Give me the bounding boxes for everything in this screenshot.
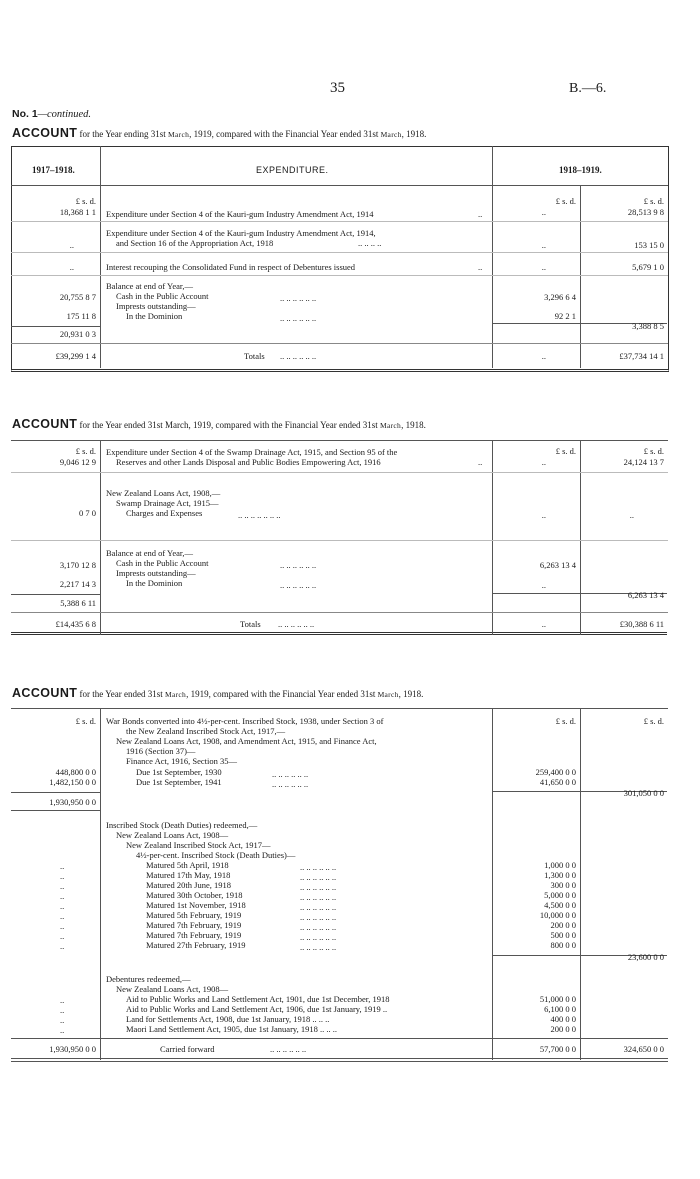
- sub-amount: 57,700 0 0: [539, 1044, 576, 1054]
- entry-description: and Section 16 of the Appropriation Act, 1918: [116, 238, 274, 248]
- entry-heading: 4½-per-cent. Inscribed Stock (Death Duties)—: [136, 850, 296, 860]
- amount-1917-1918: 175 11 8: [66, 311, 96, 321]
- subtotal-1917-1918: 1,930,950 0 0: [49, 797, 96, 807]
- total-1918-1919: £37,734 14 1: [619, 351, 664, 361]
- money-heading: £ s. d.: [75, 446, 96, 456]
- leader-dots: .. .. .. .. .. ..: [300, 882, 337, 892]
- leader-dots: .. .. .. .. .. ..: [280, 351, 317, 361]
- list-item: Maori Land Settlement Act, 1905, due 1st January, 1918 .. .. ..: [126, 1024, 337, 1034]
- leader-dots: .. .. .. .. .. ..: [280, 580, 317, 590]
- amount-1918-1919: 5,679 1 0: [632, 262, 664, 272]
- amount-1918-1919: 153 15 0: [634, 240, 664, 250]
- leader-dots: .. .. .. .. .. ..: [278, 619, 315, 629]
- amount-1917-1918: 3,170 12 8: [59, 560, 96, 570]
- list-item-dots: ..: [60, 891, 65, 901]
- list-item-dots: ..: [60, 1015, 65, 1025]
- sub-amount: 400 0 0: [550, 1014, 576, 1024]
- column-header-1917-1918: 1917–1918.: [32, 165, 75, 175]
- list-item: Matured 1st November, 1918: [146, 900, 246, 910]
- leader-dots: .. .. .. .. .. ..: [300, 862, 337, 872]
- entry-description: Due 1st September, 1941: [136, 777, 222, 787]
- amount-1918-1919: 28,513 9 8: [627, 207, 664, 217]
- sub-amount: ..: [541, 207, 546, 217]
- amount-1918-1919: ..: [629, 510, 634, 520]
- sub-amount: 300 0 0: [550, 880, 576, 890]
- leader-dots: .. .. .. .. .. .. ..: [238, 510, 281, 520]
- leader-dots: ..: [478, 262, 483, 272]
- carried-forward-label: Carried forward: [160, 1044, 215, 1054]
- amount-1917-1918: 1,482,150 0 0: [49, 777, 96, 787]
- list-item-dots: ..: [60, 911, 65, 921]
- list-item-dots: ..: [60, 1005, 65, 1015]
- account-number: No. 1—continued.: [12, 108, 92, 120]
- account-caption-2: ACCOUNT for the Year ended 31st March, 1919, compared with the Financial Year ended 31st March, 1918.: [12, 417, 426, 431]
- list-item: Matured 17th May, 1918: [146, 870, 231, 880]
- entry-heading: New Zealand Inscribed Stock Act, 1917—: [126, 840, 271, 850]
- list-item-dots: ..: [60, 921, 65, 931]
- sub-amount: 200 0 0: [550, 920, 576, 930]
- leader-dots: .. .. .. .. .. ..: [272, 769, 309, 779]
- entry-heading: New Zealand Loans Act, 1908,—: [106, 488, 221, 498]
- column-header-expenditure: EXPENDITURE.: [256, 165, 329, 175]
- entry-heading: Debentures redeemed,—: [106, 974, 191, 984]
- sub-amount: ..: [541, 580, 546, 590]
- total-1918-1919: £30,388 6 11: [619, 619, 664, 629]
- carried-forward-1918-1919: 324,650 0 0: [623, 1044, 664, 1054]
- leader-dots: .. .. .. ..: [358, 238, 382, 248]
- sub-amount: 800 0 0: [550, 940, 576, 950]
- balance-line: In the Dominion: [126, 311, 183, 321]
- money-heading: £ s. d.: [643, 196, 664, 206]
- amount-1918-1919: 23,600 0 0: [627, 952, 664, 962]
- list-item-dots: ..: [60, 871, 65, 881]
- sub-amount: ..: [541, 351, 546, 361]
- list-item: Matured 27th February, 1919: [146, 940, 246, 950]
- list-item: Matured 5th April, 1918: [146, 860, 229, 870]
- entry-heading: 1916 (Section 37)—: [126, 746, 196, 756]
- list-item: Land for Settlements Act, 1908, due 1st January, 1918 .. .. ..: [126, 1014, 330, 1024]
- sub-amount: 259,400 0 0: [535, 767, 576, 777]
- leader-dots: .. .. .. .. .. ..: [280, 560, 317, 570]
- subtotal-1917-1918: 20,931 0 3: [59, 329, 96, 339]
- entry-heading: Finance Act, 1916, Section 35—: [126, 756, 237, 766]
- balance-heading: Balance at end of Year,—: [106, 548, 193, 558]
- total-1917-1918: £14,435 6 8: [55, 619, 96, 629]
- amount-1917-1918: 0 7 0: [79, 508, 96, 518]
- sub-amount: 92 2 1: [554, 311, 576, 321]
- entry-description: Expenditure under Section 4 of the Kauri-gum Industry Amendment Act, 1914,: [106, 228, 376, 238]
- amount-1917-1918: ..: [69, 262, 74, 272]
- leader-dots: .. .. .. .. .. ..: [300, 932, 337, 942]
- sub-amount: 6,263 13 4: [539, 560, 576, 570]
- sub-amount: 5,000 0 0: [544, 890, 576, 900]
- list-item-dots: ..: [60, 941, 65, 951]
- money-heading: £ s. d.: [555, 716, 576, 726]
- list-item: Aid to Public Works and Land Settlement Act, 1901, due 1st December, 1918: [126, 994, 390, 1004]
- totals-label: Totals: [240, 619, 261, 629]
- sub-amount: 1,000 0 0: [544, 860, 576, 870]
- list-item-dots: ..: [60, 995, 65, 1005]
- amount-1917-1918: ..: [69, 240, 74, 250]
- entry-heading: Swamp Drainage Act, 1915—: [116, 498, 219, 508]
- sub-amount: 4,500 0 0: [544, 900, 576, 910]
- balance-line: Cash in the Public Account: [116, 291, 209, 301]
- sub-amount: 3,296 6 4: [544, 292, 576, 302]
- entry-description: Interest recouping the Consolidated Fund in respect of Debentures issued: [106, 262, 356, 272]
- sub-amount: 200 0 0: [550, 1024, 576, 1034]
- entry-heading: New Zealand Loans Act, 1908—: [116, 984, 229, 994]
- entry-description: Expenditure under Section 4 of the Kauri-gum Industry Amendment Act, 1914: [106, 209, 374, 219]
- sub-amount: ..: [541, 240, 546, 250]
- list-item-dots: ..: [60, 881, 65, 891]
- money-heading: £ s. d.: [643, 716, 664, 726]
- balance-heading: Balance at end of Year,—: [106, 281, 193, 291]
- money-heading: £ s. d.: [75, 196, 96, 206]
- list-item: Matured 20th June, 1918: [146, 880, 231, 890]
- leader-dots: .. .. .. .. .. ..: [280, 293, 317, 303]
- list-item-dots: ..: [60, 931, 65, 941]
- sub-amount: ..: [541, 457, 546, 467]
- sub-amount: 51,000 0 0: [539, 994, 576, 1004]
- amount-1917-1918: 2,217 14 3: [59, 579, 96, 589]
- entry-description: Expenditure under Section 4 of the Swamp Drainage Act, 1915, and Section 95 of the: [106, 447, 398, 457]
- money-heading: £ s. d.: [555, 446, 576, 456]
- list-item: Matured 5th February, 1919: [146, 910, 242, 920]
- leader-dots: ..: [478, 209, 483, 219]
- page-number: 35: [330, 80, 345, 96]
- list-item: Matured 7th February, 1919: [146, 930, 242, 940]
- entry-heading: New Zealand Loans Act, 1908—: [116, 830, 229, 840]
- list-item-dots: ..: [60, 901, 65, 911]
- amount-1918-1919: 24,124 13 7: [623, 457, 664, 467]
- leader-dots: .. .. .. .. .. ..: [300, 902, 337, 912]
- entry-heading: Inscribed Stock (Death Duties) redeemed,—: [106, 820, 258, 830]
- account-caption-1: ACCOUNT for the Year ending 31st March, 1919, compared with the Financial Year ended 31st March, 1918.: [12, 126, 427, 140]
- amount-1918-1919: 3,388 8 5: [632, 321, 664, 331]
- subtotal-1917-1918: 5,388 6 11: [60, 598, 96, 608]
- sub-amount: 500 0 0: [550, 930, 576, 940]
- balance-line: Imprests outstanding—: [116, 301, 196, 311]
- entry-heading: New Zealand Loans Act, 1908, and Amendment Act, 1915, and Finance Act,: [116, 736, 377, 746]
- list-item: Matured 30th October, 1918: [146, 890, 243, 900]
- sub-amount: ..: [541, 262, 546, 272]
- carried-forward-1917-1918: 1,930,950 0 0: [49, 1044, 96, 1054]
- sub-amount: 41,650 0 0: [539, 777, 576, 787]
- list-item-dots: ..: [60, 1025, 65, 1035]
- leader-dots: .. .. .. .. .. ..: [280, 313, 317, 323]
- entry-description: Reserves and other Lands Disposal and Public Bodies Empowering Act, 1916: [116, 457, 381, 467]
- sub-amount: ..: [541, 510, 546, 520]
- balance-line: In the Dominion: [126, 578, 183, 588]
- leader-dots: .. .. .. .. .. ..: [300, 892, 337, 902]
- document-reference: B.—6.: [569, 81, 607, 96]
- amount-1918-1919: 6,263 13 4: [627, 590, 664, 600]
- column-header-1918-1919: 1918–1919.: [559, 165, 602, 175]
- sub-amount: 10,000 0 0: [539, 910, 576, 920]
- entry-description: Due 1st September, 1930: [136, 767, 222, 777]
- list-item: Aid to Public Works and Land Settlement Act, 1906, due 1st January, 1919 ..: [126, 1004, 388, 1014]
- list-item: Matured 7th February, 1919: [146, 920, 242, 930]
- leader-dots: .. .. .. .. .. ..: [300, 912, 337, 922]
- leader-dots: ..: [478, 457, 483, 467]
- amount-1917-1918: 18,368 1 1: [59, 207, 96, 217]
- money-heading: £ s. d.: [643, 446, 664, 456]
- balance-line: Imprests outstanding—: [116, 568, 196, 578]
- total-1917-1918: £39,299 1 4: [55, 351, 96, 361]
- money-heading: £ s. d.: [555, 196, 576, 206]
- totals-label: Totals: [244, 351, 265, 361]
- account-caption-3: ACCOUNT for the Year ended 31st March, 1919, compared with the Financial Year ended 31st March, 1918.: [12, 686, 424, 700]
- leader-dots: .. .. .. .. .. ..: [300, 872, 337, 882]
- entry-heading: War Bonds converted into 4½-per-cent. Inscribed Stock, 1938, under Section 3 of: [106, 716, 384, 726]
- entry-heading: the New Zealand Inscribed Stock Act, 1917,—: [126, 726, 286, 736]
- amount-1917-1918: 448,800 0 0: [55, 767, 96, 777]
- amount-1918-1919: 301,050 0 0: [623, 788, 664, 798]
- balance-line: Cash in the Public Account: [116, 558, 209, 568]
- leader-dots: .. .. .. .. .. ..: [270, 1044, 307, 1054]
- list-item-dots: ..: [60, 861, 65, 871]
- sub-amount: ..: [541, 619, 546, 629]
- leader-dots: .. .. .. .. .. ..: [300, 922, 337, 932]
- entry-description: Charges and Expenses: [126, 508, 203, 518]
- sub-amount: 6,100 0 0: [544, 1004, 576, 1014]
- sub-amount: 1,300 0 0: [544, 870, 576, 880]
- amount-1917-1918: 9,046 12 9: [59, 457, 96, 467]
- leader-dots: .. .. .. .. .. ..: [300, 942, 337, 952]
- money-heading: £ s. d.: [75, 716, 96, 726]
- leader-dots: .. .. .. .. .. ..: [272, 779, 309, 789]
- amount-1917-1918: 20,755 8 7: [59, 292, 96, 302]
